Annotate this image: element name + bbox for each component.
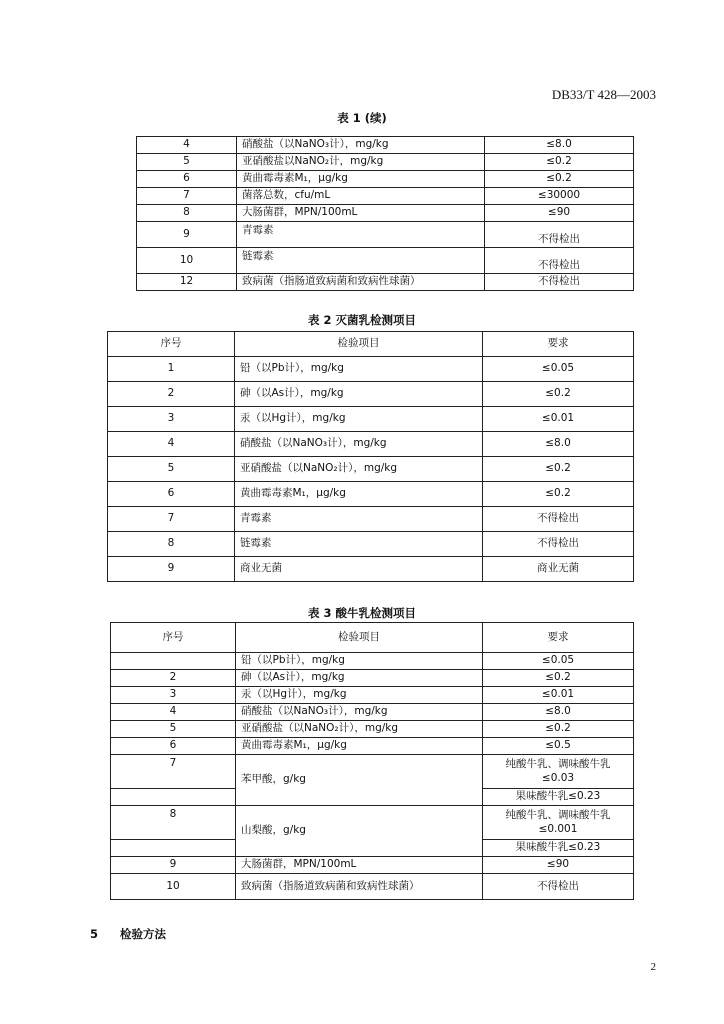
- test-item: 亚硝酸盐（以NaNO₂计），mg/kg: [235, 457, 483, 482]
- table1-caption: 表 1 (续): [337, 111, 387, 125]
- table-row: [108, 532, 634, 557]
- row-number: 10: [111, 874, 236, 900]
- test-item: 苯甲酸，g/kg: [236, 755, 483, 806]
- test-item: 青霉素: [237, 222, 485, 248]
- requirement: 不得检出: [485, 248, 634, 274]
- table-row: [137, 222, 634, 248]
- row-number: 8: [108, 532, 235, 557]
- table-row: [108, 507, 634, 532]
- row-number: 5: [137, 154, 237, 171]
- requirement: 商业无菌: [483, 557, 634, 582]
- table-row: [111, 806, 634, 840]
- row-number: 9: [111, 857, 236, 874]
- table-row: [111, 738, 634, 755]
- table-row: [137, 188, 634, 205]
- table-row: [111, 857, 634, 874]
- requirement-line: 纯酸牛乳、调味酸牛乳: [505, 809, 611, 822]
- test-item: 黄曲霉毒素M₁，μg/kg: [236, 738, 483, 755]
- requirement: ≤0.2: [483, 721, 634, 738]
- row-number: 3: [108, 407, 235, 432]
- requirement: ≤0.01: [483, 687, 634, 704]
- row-number: 2: [111, 670, 236, 687]
- test-item: 硝酸盐（以NaNO₃计），mg/kg: [237, 137, 485, 154]
- standard-code: DB33/T 428—2003: [551, 87, 656, 102]
- row-number: 6: [137, 171, 237, 188]
- test-item: 链霉素: [235, 532, 483, 557]
- table1: [136, 136, 634, 291]
- requirement: ≤0.2: [483, 482, 634, 507]
- row-number: 10: [137, 248, 237, 274]
- section-number: 5: [90, 927, 99, 941]
- column-header-item: 检验项目: [235, 332, 483, 357]
- row-number-empty: [111, 840, 236, 857]
- test-item: 硝酸盐（以NaNO₃计），mg/kg: [236, 704, 483, 721]
- row-number: 4: [137, 137, 237, 154]
- table-header-row: [111, 623, 634, 653]
- row-number: 6: [108, 482, 235, 507]
- table-row: [108, 382, 634, 407]
- row-number: 5: [108, 457, 235, 482]
- table-row: [108, 457, 634, 482]
- table-row: [111, 874, 634, 900]
- requirement: 不得检出: [485, 274, 634, 291]
- requirement: 果味酸牛乳≤0.23: [483, 789, 634, 806]
- requirement: [483, 755, 634, 789]
- test-item: 亚硝酸盐（以NaNO₂计），mg/kg: [236, 721, 483, 738]
- test-item: 商业无菌: [235, 557, 483, 582]
- row-number: 7: [108, 507, 235, 532]
- test-item: 菌落总数，cfu/mL: [237, 188, 485, 205]
- requirement: ≤0.05: [483, 357, 634, 382]
- requirement: ≤0.2: [485, 171, 634, 188]
- table-row: [137, 205, 634, 222]
- column-header-number: 序号: [111, 623, 236, 653]
- table-row: [137, 248, 634, 274]
- row-number: 8: [111, 806, 236, 840]
- test-item: 汞（以Hg计），mg/kg: [235, 407, 483, 432]
- row-number: 5: [111, 721, 236, 738]
- row-number: 9: [108, 557, 235, 582]
- table-row: [111, 653, 634, 670]
- row-number: 7: [111, 755, 236, 789]
- row-number: 4: [108, 432, 235, 457]
- requirement: ≤8.0: [483, 704, 634, 721]
- table-row: [108, 407, 634, 432]
- test-item: 致病菌（指肠道致病菌和致病性球菌）: [236, 874, 483, 900]
- test-item: 黄曲霉毒素M₁，μg/kg: [237, 171, 485, 188]
- row-number: 4: [111, 704, 236, 721]
- section-title: 检验方法: [120, 927, 166, 941]
- row-number: 12: [137, 274, 237, 291]
- row-number: 1: [108, 357, 235, 382]
- table-row: [137, 137, 634, 154]
- table-row: [108, 482, 634, 507]
- requirement: ≤0.05: [483, 653, 634, 670]
- test-item: 黄曲霉毒素M₁，μg/kg: [235, 482, 483, 507]
- table-row: [111, 755, 634, 789]
- test-item: 硝酸盐（以NaNO₃计），mg/kg: [235, 432, 483, 457]
- table-header-row: [108, 332, 634, 357]
- requirement: 果味酸牛乳≤0.23: [483, 840, 634, 857]
- requirement: 不得检出: [483, 874, 634, 900]
- table-row: [137, 171, 634, 188]
- test-item: 大肠菌群，MPN/100mL: [237, 205, 485, 222]
- test-item: 亚硝酸盐以NaNO₂计，mg/kg: [237, 154, 485, 171]
- test-item: 砷（以As计），mg/kg: [236, 670, 483, 687]
- table-row: [108, 432, 634, 457]
- requirement: ≤0.5: [483, 738, 634, 755]
- row-number: 8: [137, 205, 237, 222]
- requirement: ≤90: [485, 205, 634, 222]
- test-item: 砷（以As计），mg/kg: [235, 382, 483, 407]
- test-item: 铅（以Pb计），mg/kg: [236, 653, 483, 670]
- requirement: 不得检出: [483, 507, 634, 532]
- table-row: [137, 154, 634, 171]
- table-row: [108, 557, 634, 582]
- table3: [110, 622, 634, 900]
- test-item: 青霉素: [235, 507, 483, 532]
- row-number: 9: [137, 222, 237, 248]
- column-header-requirement: 要求: [483, 332, 634, 357]
- table2: [107, 331, 634, 582]
- section-heading: [90, 926, 166, 942]
- table-row: [111, 687, 634, 704]
- requirement: [483, 806, 634, 840]
- table2-caption: 表 2 灭菌乳检测项目: [307, 313, 416, 327]
- requirement: ≤0.2: [483, 670, 634, 687]
- requirement: ≤0.2: [483, 457, 634, 482]
- row-number: 3: [111, 687, 236, 704]
- table-row: [111, 670, 634, 687]
- test-item: 汞（以Hg计），mg/kg: [236, 687, 483, 704]
- column-header-requirement: 要求: [483, 623, 634, 653]
- requirement: ≤0.2: [485, 154, 634, 171]
- requirement: ≤8.0: [485, 137, 634, 154]
- column-header-item: 检验项目: [236, 623, 483, 653]
- test-item: 致病菌（指肠道致病菌和致病性球菌）: [237, 274, 485, 291]
- page-number: 2: [650, 961, 656, 973]
- requirement: ≤0.2: [483, 382, 634, 407]
- requirement-line: 纯酸牛乳、调味酸牛乳: [505, 758, 611, 771]
- row-number: [111, 653, 236, 670]
- test-item: 链霉素: [237, 248, 485, 274]
- requirement: ≤90: [483, 857, 634, 874]
- requirement: ≤8.0: [483, 432, 634, 457]
- table3-caption: 表 3 酸牛乳检测项目: [307, 606, 416, 620]
- row-number: 2: [108, 382, 235, 407]
- test-item: 大肠菌群，MPN/100mL: [236, 857, 483, 874]
- table-row: [108, 357, 634, 382]
- table-row: [111, 704, 634, 721]
- row-number: 6: [111, 738, 236, 755]
- requirement-line: ≤0.03: [541, 771, 575, 784]
- column-header-number: 序号: [108, 332, 235, 357]
- requirement: 不得检出: [483, 532, 634, 557]
- requirement-line: ≤0.001: [538, 822, 578, 835]
- requirement: ≤0.01: [483, 407, 634, 432]
- test-item: 山梨酸，g/kg: [236, 806, 483, 857]
- row-number: 7: [137, 188, 237, 205]
- requirement: 不得检出: [485, 222, 634, 248]
- table-row: [137, 274, 634, 291]
- test-item: 铅（以Pb计），mg/kg: [235, 357, 483, 382]
- requirement: ≤30000: [485, 188, 634, 205]
- row-number-empty: [111, 789, 236, 806]
- table-row: [111, 721, 634, 738]
